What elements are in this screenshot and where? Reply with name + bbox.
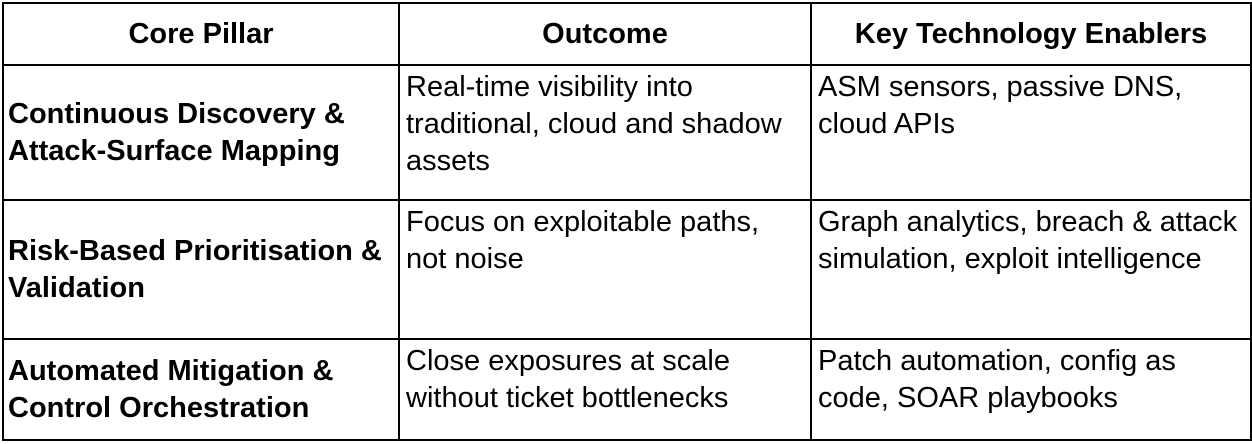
header-core-pillar: Core Pillar: [3, 3, 399, 65]
table-row: [3, 200, 1251, 339]
enablers-cell: Graph analytics, breach & attack simulation, exploit intelligence: [811, 200, 1251, 339]
table-body: [3, 65, 1251, 440]
pillar-cell: Risk-Based Prioritisation & Validation: [3, 200, 399, 339]
pillars-table: [2, 2, 1252, 441]
outcome-cell: Real-time visibility into traditional, cloud and shadow assets: [399, 65, 811, 200]
header-row: [3, 3, 1251, 65]
enablers-cell: ASM sensors, passive DNS, cloud APIs: [811, 65, 1251, 200]
table-row: [3, 339, 1251, 440]
enablers-cell: Patch automation, config as code, SOAR playbooks: [811, 339, 1251, 440]
header-key-technology-enablers: Key Technology Enablers: [811, 3, 1251, 65]
pillar-cell: Continuous Discovery & Attack-Surface Mapping: [3, 65, 399, 200]
outcome-cell: Focus on exploitable paths, not noise: [399, 200, 811, 339]
pillar-cell: Automated Mitigation & Control Orchestration: [3, 339, 399, 440]
outcome-cell: Close exposures at scale without ticket bottlenecks: [399, 339, 811, 440]
table-header: [3, 3, 1251, 65]
table-row: [3, 65, 1251, 200]
header-outcome: Outcome: [399, 3, 811, 65]
